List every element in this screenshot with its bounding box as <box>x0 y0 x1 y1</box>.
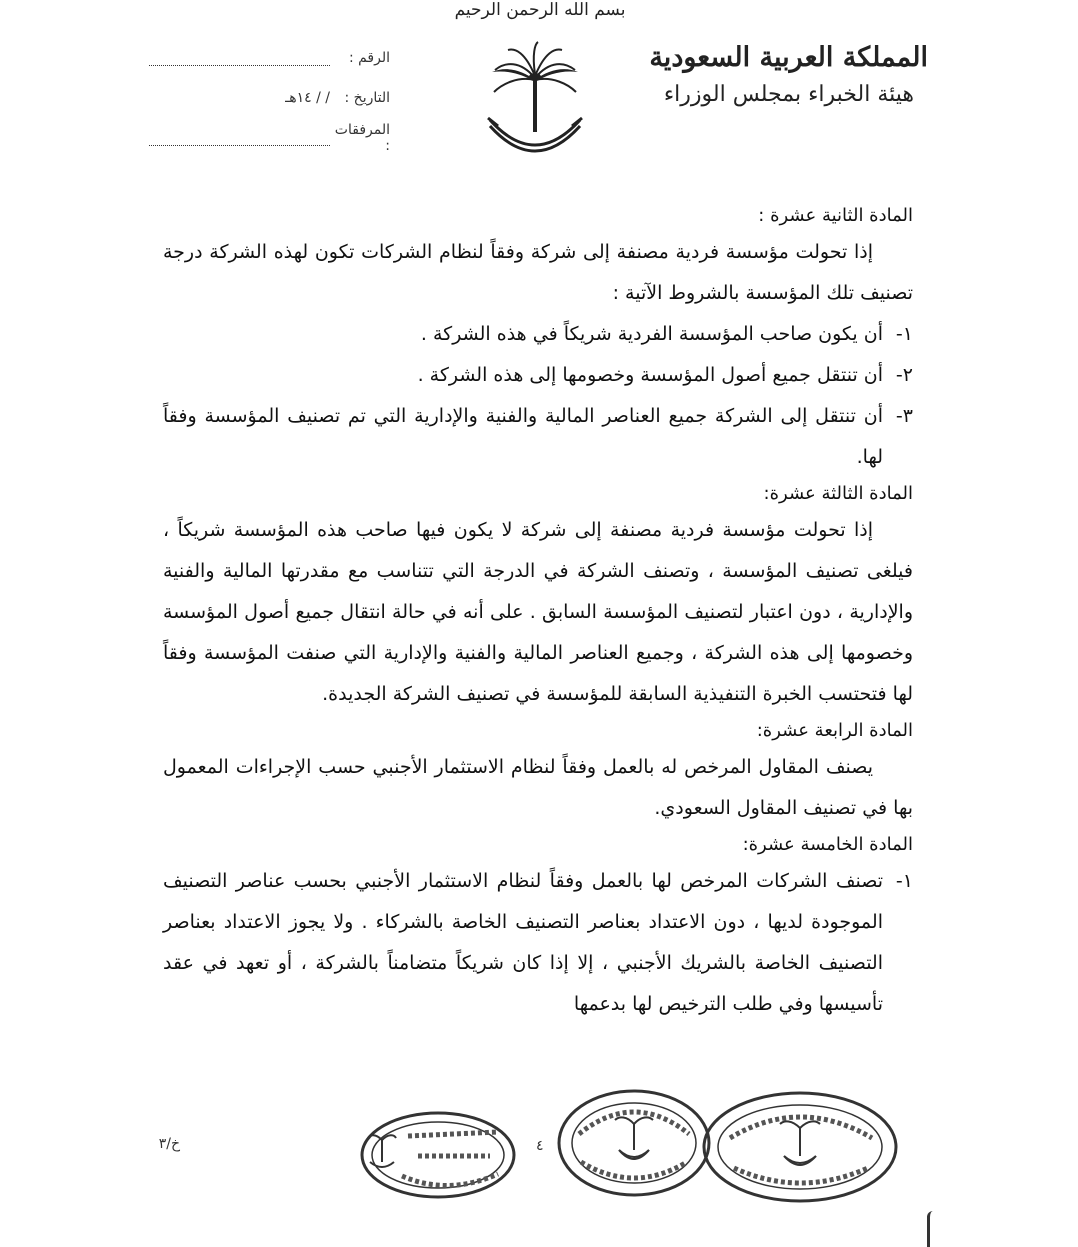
article-heading: المادة الثالثة عشرة: <box>763 483 913 504</box>
list-item <box>163 861 913 1025</box>
seal-experts-commission <box>700 1090 900 1204</box>
attachments-row <box>145 118 390 158</box>
article-paragraph: إذا تحولت مؤسسة فردية مصنفة إلى شركة لا يكون فيها صاحب هذه المؤسسة شريكاً ، فيلغى تصنيف المؤسسة ، وتصنف الشركة في الدرجة التي تتناسب مع مقدرتها المالية والفنية والإدارية ، دون اعتبار لتصنيف المؤسسة السابق . على أنه في حالة انتقال جميع أصول المؤسسة وخصومها إلى هذه الشركة ، وجميع العناصر المالية والفنية والإدارية التي صنفت المؤسسة وفقاً لها فتحتسب الخبرة التنفيذية السابقة للمؤسسة في تصنيف الشركة الجديدة. <box>163 519 913 705</box>
country-name: المملكة العربية السعودية <box>649 42 928 73</box>
seal-cabinet-general-secretariat <box>555 1088 713 1198</box>
date-value: / / ١٤هـ <box>285 90 330 106</box>
item-text: أن يكون صاحب المؤسسة الفردية شريكاً في هذه الشركة . <box>420 323 883 345</box>
item-number: ٣- <box>895 405 913 427</box>
list-item <box>163 396 913 478</box>
page-number: ٤ <box>536 1138 544 1154</box>
basmala: بسم الله الرحمن الرحيم <box>454 0 626 20</box>
item-text: تصنف الشركات المرخص لها بالعمل وفقاً لنظام الاستثمار الأجنبي بحسب عناصر التصنيف الموجودة لديها ، دون الاعتداد بعناصر التصنيف الخاصة بالشركاء . ولا يجوز الاعتداد بعناصر التصنيف الخاصة بالشريك الأجنبي ، إلا إذا كان شريكاً متضامناً بالشركة ، أو تعهد في عقد تأسيسها وفي طلب الترخيص لها بدعمها <box>163 870 883 1015</box>
date-row <box>145 78 390 118</box>
reference-number-row <box>145 38 390 78</box>
page-code: خ/٣ <box>158 1136 180 1152</box>
item-number: ١- <box>895 870 913 892</box>
item-text: أن تنتقل جميع أصول المؤسسة وخصومها إلى هذه الشركة . <box>417 364 883 386</box>
attachments-line <box>149 131 330 146</box>
organization-header <box>628 38 928 112</box>
list-item <box>163 355 913 396</box>
saudi-emblem-icon <box>480 40 590 162</box>
item-number: ٢- <box>895 364 913 386</box>
document-body <box>163 200 913 1025</box>
article-heading: المادة الرابعة عشرة: <box>756 720 913 741</box>
list-item <box>163 314 913 355</box>
reference-block <box>145 38 390 158</box>
article-13 <box>163 478 913 715</box>
reference-line <box>149 51 330 66</box>
item-number: ١- <box>895 323 913 345</box>
article-15 <box>163 829 913 1025</box>
article-paragraph: إذا تحولت مؤسسة فردية مصنفة إلى شركة وفقاً لنظام الشركات تكون لهذه الشركة درجة تصنيف تلك المؤسسة بالشروط الآتية : <box>163 241 913 304</box>
seal-presidency-diwan <box>358 1110 518 1200</box>
article-heading: المادة الثانية عشرة : <box>758 205 913 226</box>
agency-name: هيئة الخبراء بمجلس الوزراء <box>663 82 914 107</box>
article-heading: المادة الخامسة عشرة: <box>742 834 913 855</box>
article-paragraph: يصنف المقاول المرخص له بالعمل وفقاً لنظام الاستثمار الأجنبي حسب الإجراءات المعمول بها في تصنيف المقاول السعودي. <box>163 756 913 819</box>
date-label: التاريخ : <box>344 90 390 106</box>
reference-label: الرقم : <box>348 50 390 66</box>
article-12 <box>163 200 913 478</box>
item-text: أن تنتقل إلى الشركة جميع العناصر المالية والفنية والإدارية التي تم تصنيف المؤسسة وفقاً لها. <box>163 405 883 468</box>
article-14 <box>163 715 913 829</box>
attachments-label: المرفقات : <box>334 122 390 154</box>
scan-edge-mark <box>927 1211 938 1247</box>
